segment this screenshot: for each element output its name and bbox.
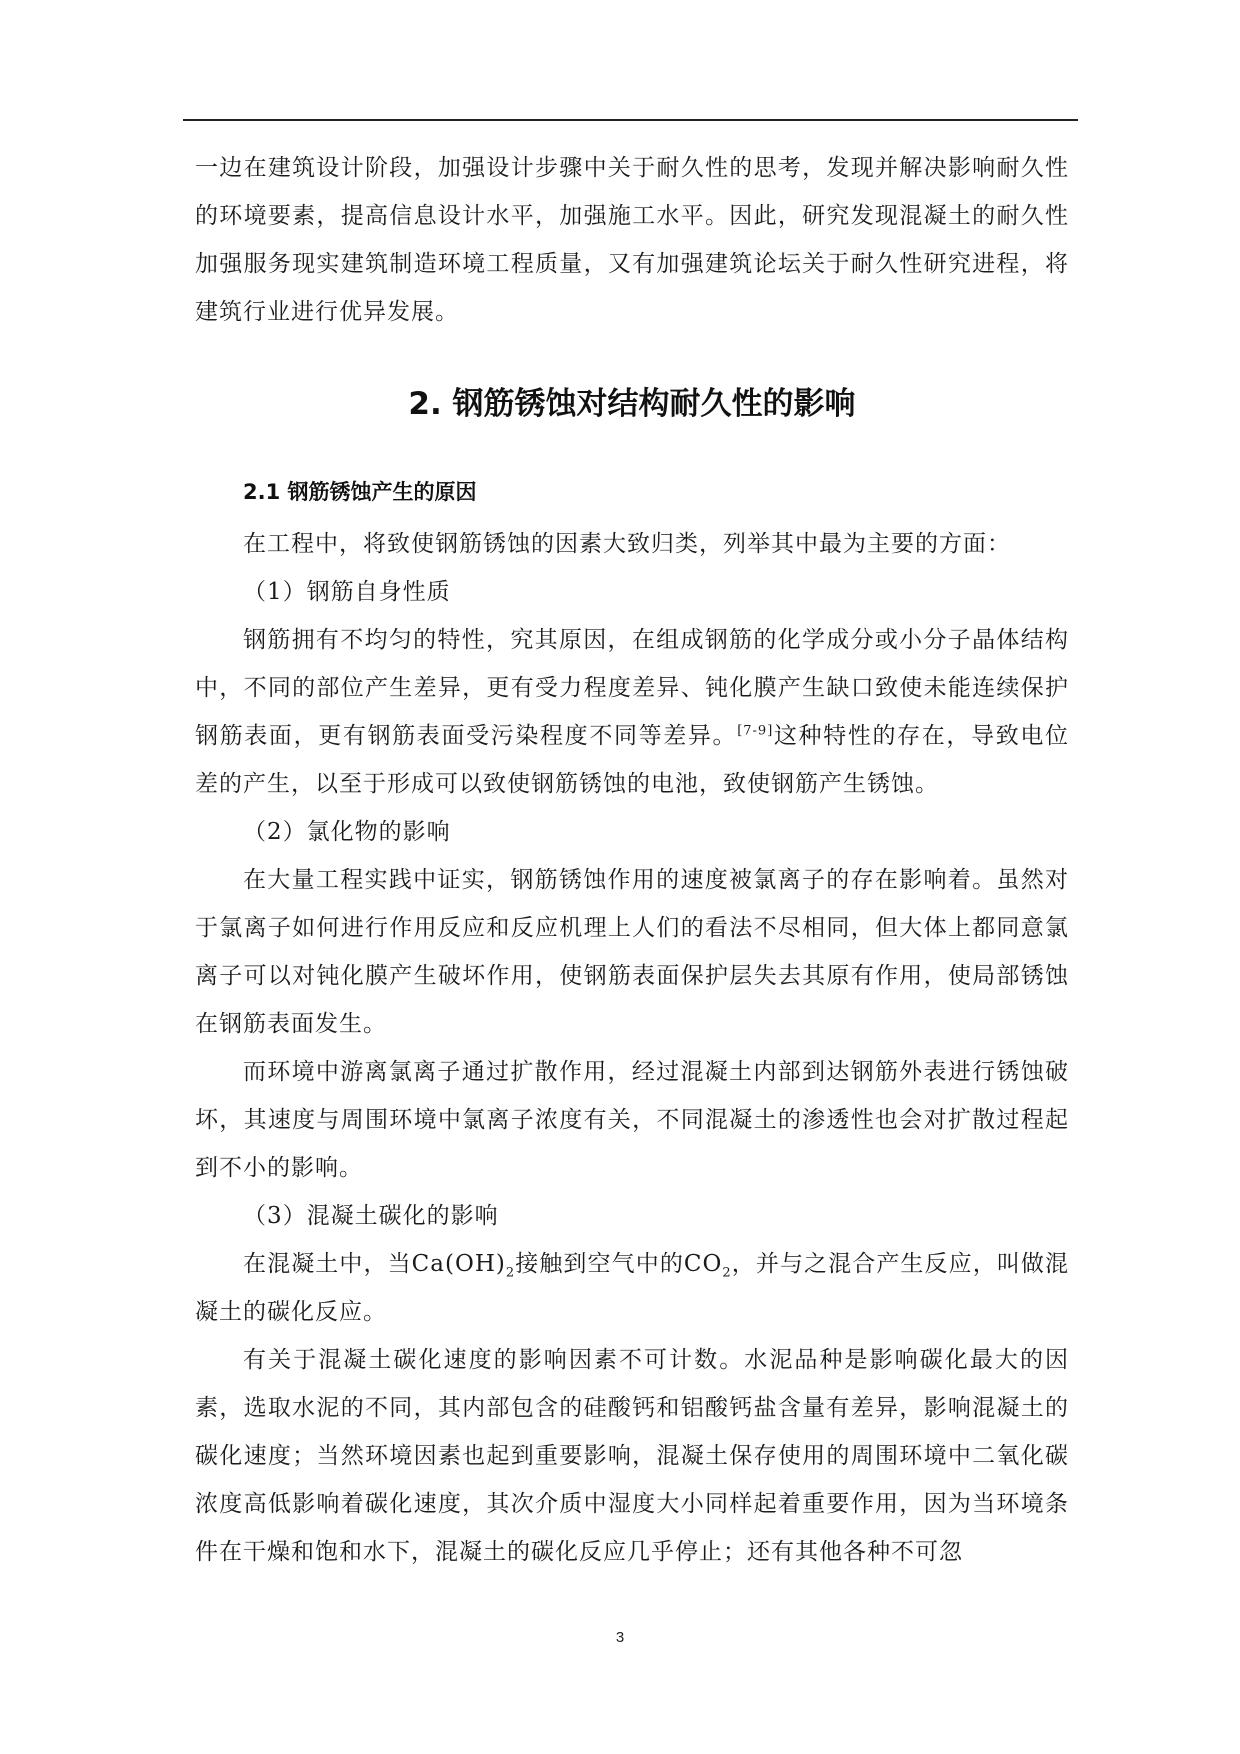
paragraph-steel-properties-text-2: 这种特性的存在，导致电位差的产生，以至于形成可以致使钢筋锈蚀的电池，致使钢筋产生锈蚀。 — [195, 723, 1070, 797]
subscript-2b: 2 — [722, 1265, 732, 1281]
list-item-carbonation: （3）混凝土碳化的影响 — [243, 1203, 499, 1229]
page-number: 3 — [615, 1629, 625, 1646]
paragraph-steel-properties — [195, 616, 1069, 808]
carbonation-text-1: 在混凝土中，当Ca(OH) — [243, 1251, 506, 1277]
paragraph-intro-continued: 一边在建筑设计阶段，加强设计步骤中关于耐久性的思考，发现并解决影响耐久性的环境要素，提高信息设计水平，加强施工水平。因此，研究发现混凝土的耐久性加强服务现实建筑制造环境工程质量，又有加强建筑论坛关于耐久性研究进程，将建筑行业进行优异发展。 — [195, 155, 1069, 325]
paragraph-chloride-effect: 在大量工程实践中证实，钢筋锈蚀作用的速度被氯离子的存在影响着。虽然对于氯离子如何进行作用反应和反应机理上人们的看法不尽相同，但大体上都同意氯离子可以对钝化膜产生破坏作用，使钢筋表面保护层失去其原有作用，使局部锈蚀在钢筋表面发生。 — [195, 867, 1069, 1037]
section-heading: 2. 钢筋锈蚀对结构耐久性的影响 — [408, 386, 856, 422]
paragraph-carbonation-factors: 有关于混凝土碳化速度的影响因素不可计数。水泥品种是影响碳化最大的因素，选取水泥的不同，其内部包含的硅酸钙和铝酸钙盐含量有差异，影响混凝土的碳化速度；当然环境因素也起到重要影响，混凝土保存使用的周围环境中二氧化碳浓度高低影响着碳化速度，其次介质中湿度大小同样起着重要作用，因为当环境条件在干燥和饱和水下，混凝土的碳化反应几乎停止；还有其他各种不可忽 — [195, 1347, 1069, 1565]
citation-reference: [7-9] — [737, 723, 774, 739]
list-item-steel-properties: （1）钢筋自身性质 — [243, 579, 451, 605]
list-item-chloride: （2）氯化物的影响 — [243, 819, 451, 845]
paragraph-carbonation-definition — [195, 1240, 1069, 1336]
paragraph-chloride-diffusion: 而环境中游离氯离子通过扩散作用，经过混凝土内部到达钢筋外表进行锈蚀破坏，其速度与周围环境中氯离子浓度有关，不同混凝土的渗透性也会对扩散过程起到不小的影响。 — [195, 1059, 1069, 1181]
subsection-heading: 2.1 钢筋锈蚀产生的原因 — [243, 480, 477, 504]
paragraph-steel-properties-text: 钢筋拥有不均匀的特性，究其原因，在组成钢筋的化学成分或小分子晶体结构中，不同的部位产生差异，更有受力程度差异、钝化膜产生缺口致使未能连续保护钢筋表面，更有钢筋表面受污染程度不同等差异。 — [195, 627, 1069, 749]
paragraph-causes-intro: 在工程中，将致使钢筋锈蚀的因素大致归类，列举其中最为主要的方面： — [243, 531, 1011, 557]
subscript-2: 2 — [505, 1265, 516, 1281]
carbonation-text-3: ，并与之混合产生反应，叫做混凝土的碳化反应。 — [195, 1251, 1070, 1325]
header-rule — [183, 119, 1078, 121]
carbonation-text-2: 接触到空气中的CO — [515, 1251, 723, 1277]
